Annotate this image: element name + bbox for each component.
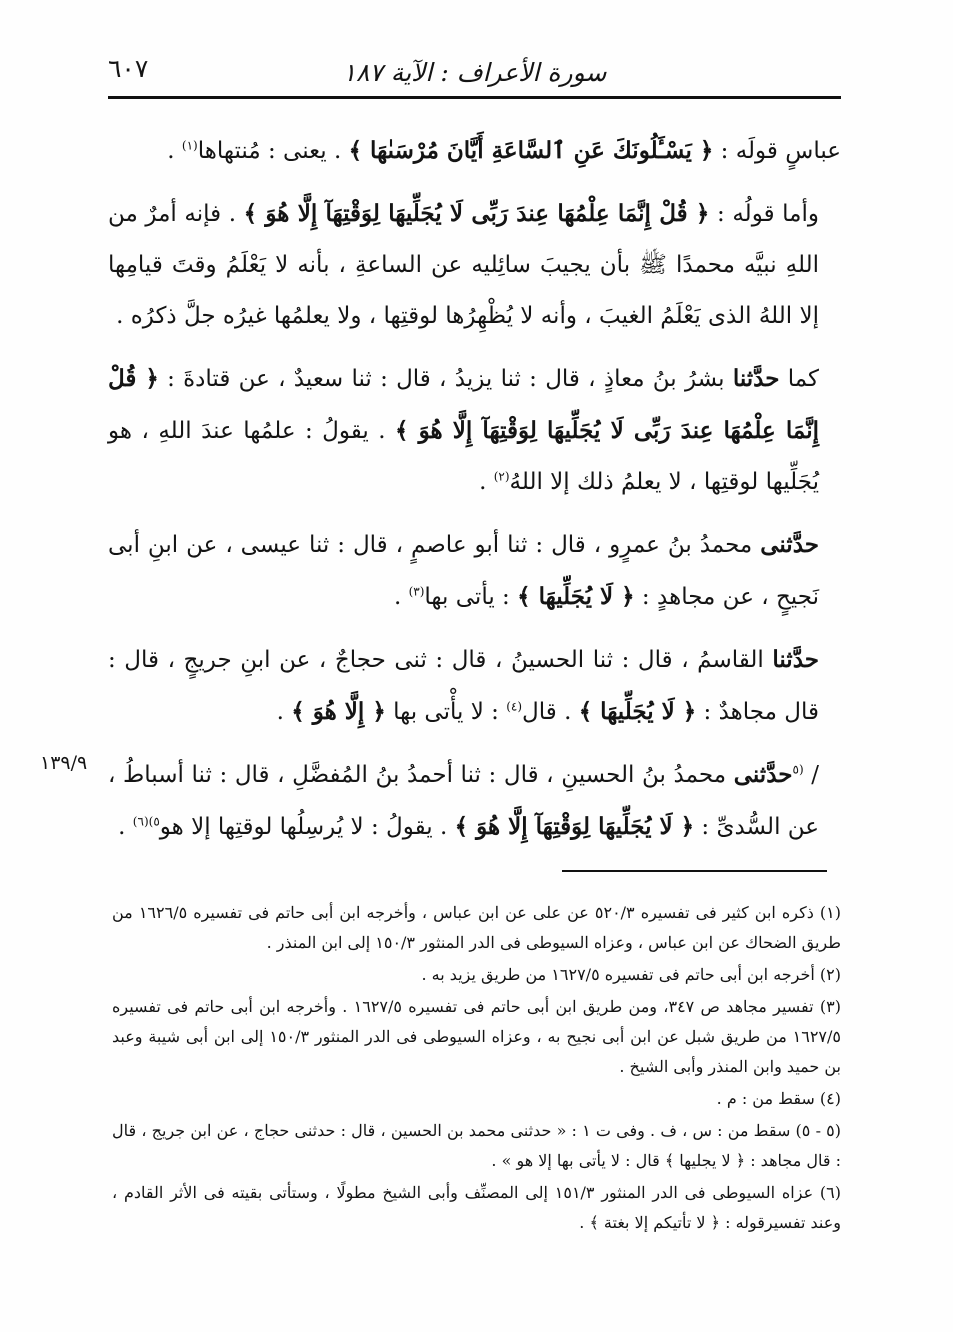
page-number: ٦٠٧ — [108, 54, 149, 83]
text: : يأتى بها — [424, 584, 518, 610]
margin-reference: ١٣٩/٩ — [40, 752, 88, 774]
text: . — [393, 584, 409, 610]
quran-quote: ﴿ لَا يُجَلِّيهَا ﴾ — [517, 583, 635, 610]
main-text — [108, 125, 841, 864]
text: . يقولُ : لا يُرسِلُها لوقتِها إلا هو — [159, 814, 455, 840]
paragraph-1 — [108, 125, 841, 177]
isnad-keyword: حدَّثنا — [772, 646, 819, 673]
footnote: (١) ذكره ابن كثير فى تفسيره ٥٢٠/٣ عن على عن ابن عباس ، وأخرجه ابن أبى حاتم فى تفسيره ١٦٢٦/٥ من طريق الضحاك عن ابن عباس ، وعزاه السيوطى فى الدر المنثور ١٥٠/٣ إلى ابن المنذر . — [112, 903, 842, 952]
text: . — [118, 814, 133, 840]
text: . — [479, 469, 494, 495]
quran-quote: ﴿ قُلْ إِنَّمَا عِلْمُهَا عِندَ رَبِّى لَا يُجَلِّيهَا لِوَقْتِهَآ إِلَّا هُوَ ﴾ — [108, 365, 820, 444]
text: القاسمُ ، قال : ثنا الحسينُ ، قال : ثنى حجاجٌ ، عن ابنِ جريجٍ ، قال : قال مجاهدٌ : — [108, 647, 819, 725]
page-header — [108, 50, 841, 94]
isnad-keyword: حدَّثنى — [733, 761, 793, 788]
text: . — [276, 699, 292, 725]
running-title: سورة الأعراف : الآية ١٨٧ — [342, 57, 607, 87]
footnote-ref: (٣) — [408, 584, 425, 599]
paragraph-5 — [108, 634, 841, 738]
footnote-ref: (١) — [181, 138, 198, 153]
footnote-ref: ٥)(٦) — [132, 814, 160, 829]
isnad-keyword: حدَّثنا — [732, 365, 780, 392]
text: محمدُ بنُ عمرٍو ، قال : ثنا أبو عاصمٍ ، قال : ثنا عيسى ، عن ابنِ أبى نَجيحٍ ، عن مجاهدٍ : — [108, 532, 819, 610]
quran-quote: ﴿ إِلَّا هُوَ ﴾ — [291, 698, 386, 725]
footnote-ref: (٤) — [506, 699, 523, 714]
footnote-ref: (٥ — [792, 762, 804, 777]
footnote: (٤) سقط من : م . — [716, 1089, 841, 1108]
paragraph-3 — [108, 353, 841, 508]
footnotes — [112, 898, 841, 1240]
text: . قال — [522, 699, 579, 725]
footnote: (٥ - ٥) سقط من : س ، ف . وفى ت ١ : « حدثنى محمد بن الحسين ، قال : حدثنى حجاج ، عن ابن جريج ، قال : قال مجاهد : ﴿ لا يجليها ﴾ قال : لا يأتى بها إلا هو » . — [112, 1121, 842, 1170]
quran-quote: ﴿ قُلْ إِنَّمَا عِلْمُهَا عِندَ رَبِّى لَا يُجَلِّيهَا لِوَقْتِهَآ إِلَّا هُوَ ﴾ — [243, 200, 710, 227]
footnote: (٦) عزاه السيوطى فى الدر المنثور ١٥١/٣ إلى المصنِّف وأبى الشيخ مطولًا ، وستأتى بقيته فى الأثر القادم ، وعند تفسيرقوله : ﴿ لا تأتيكم إلا بغتة ﴾ . — [112, 1183, 841, 1232]
quran-quote: ﴿ لَا يُجَلِّيهَا ﴾ — [578, 698, 697, 725]
text: . فإنه أمرٌ من اللهِ نبيَّه محمدًا ﷺ بأن يجيبَ سائِليه عن الساعةِ ، بأنه لا يَعْلَمُ وقتَ قيامِها إلا اللهُ الذى يَعْلَمُ الغيبَ ، وأنه لا يُظْهِرُها لوقتِها ، ولا يعلمُها غيرُه جلَّ ذكرُه . — [108, 201, 819, 329]
text: محمدُ بنُ الحسينِ ، قال : ثنا أحمدُ بنُ المُفضَّلِ ، قال : ثنا أسباطُ ، عن السُّدىِّ : — [108, 762, 819, 840]
footnote: (٢) أخرجه ابن أبى حاتم فى تفسيره ١٦٢٧/٥ من طريق يزيد به . — [421, 965, 841, 984]
paragraph-6 — [108, 749, 841, 853]
paragraph-2 — [108, 188, 841, 342]
text: عباسٍ قولَه : — [713, 138, 841, 164]
footnote-rule — [562, 870, 827, 872]
text: . يقولُ : علمُها عندَ اللهِ ، هو يُجَلِّيها لوقتِها ، لا يعلمُ ذلك إلا اللهُ — [108, 418, 819, 495]
isnad-keyword: حدَّثنى — [760, 531, 819, 558]
text: : لا يأْتى بها — [385, 699, 507, 725]
paragraph-4 — [108, 519, 841, 623]
text: بشرُ بنُ معاذٍ ، قال : ثنا يزيدُ ، قال : ثنا سعيدٌ ، عن قتادةَ : — [158, 366, 733, 392]
footnote: (٣) تفسير مجاهد ص ٣٤٧، ومن طريق ابن أبى حاتم فى تفسيره ١٦٢٧/٥ . وأخرجه ابن أبى حاتم فى تفسيره ١٦٢٧/٥ من طريق شبل عن ابن أبى نجيح به ، وعزاه السيوطى فى الدر المنثور ١٥٠/٣ إلى ابن أبى شيبة وعبد بن حميد وابن المنذر وأبى الشيخ . — [112, 997, 841, 1076]
text: كما — [779, 366, 819, 392]
text: وأما قولُه : — [709, 201, 819, 227]
text: . — [167, 138, 182, 164]
quran-quote: ﴿ يَسْـَٔلُونَكَ عَنِ ٱلسَّاعَةِ أَيَّانَ مُرْسَىٰهَا ﴾ — [348, 137, 714, 164]
header-rule — [108, 96, 841, 99]
footnote-ref: (٢) — [493, 469, 510, 484]
quran-quote: ﴿ لَا يُجَلِّيهَا لِوَقْتِهَآ إِلَّا هُوَ ﴾ — [454, 813, 695, 840]
text: / — [803, 762, 819, 788]
text: . يعنى : مُنتهاها — [197, 138, 349, 164]
